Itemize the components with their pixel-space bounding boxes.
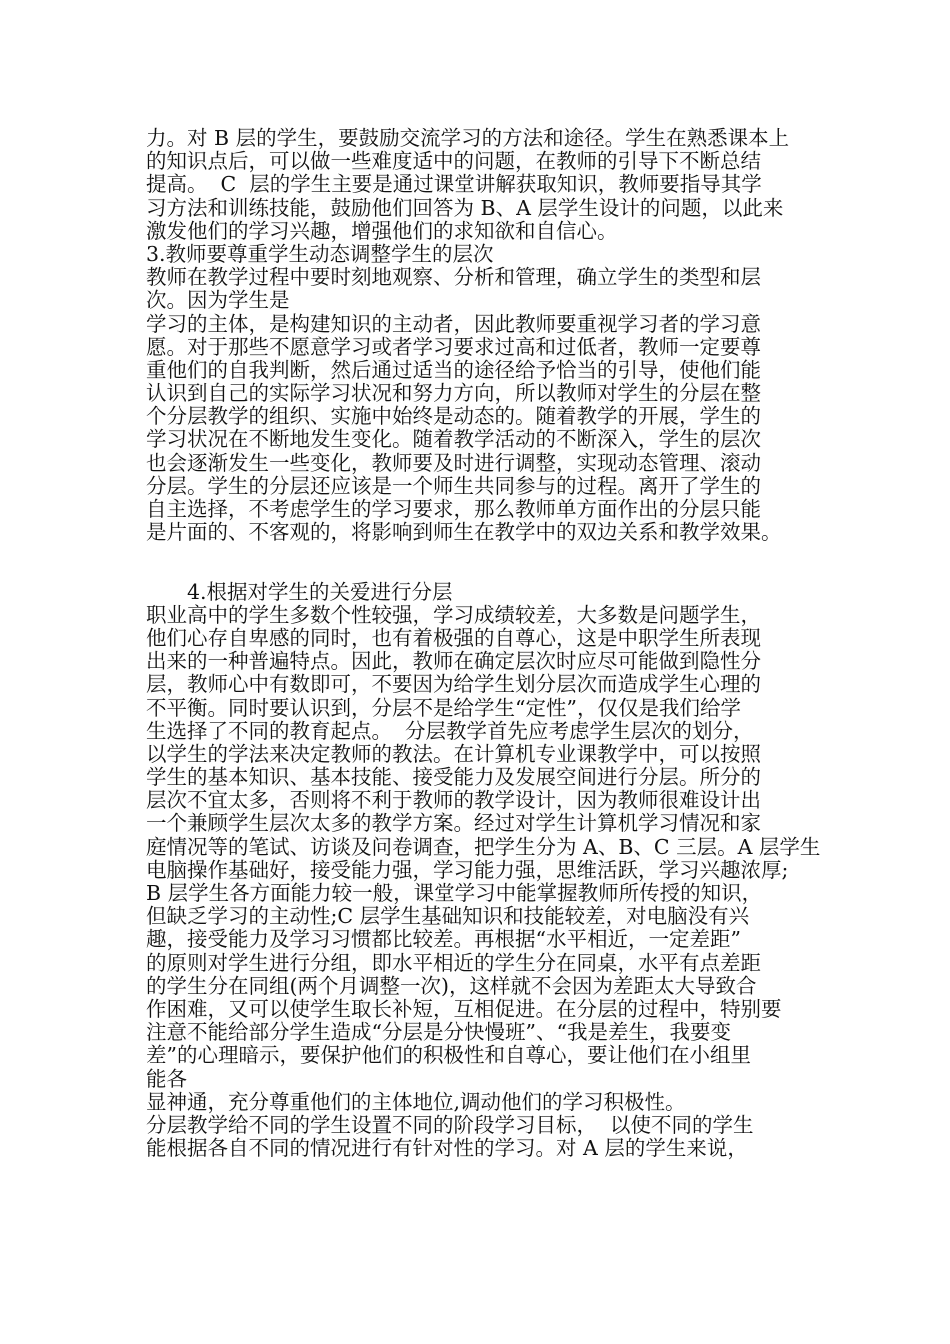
paragraph-care-layering: [146, 604, 826, 1091]
text-line: 注意不能给部分学生造成“分层是分快慢班”、“我是差生，我要变: [146, 1020, 731, 1045]
text-line: 电脑操作基础好，接受能力强，学习能力强，思维活跃，学习兴趣浓厚;: [146, 857, 789, 882]
text-line: 趣，接受能力及学习习惯都比较差。再根据“水平相近，一定差距”: [146, 927, 741, 952]
text-line: 的知识点后，可以做一些难度适中的问题，在教师的引导下不断总结: [146, 149, 761, 174]
text-line: 一个兼顾学生层次太多的教学方案。经过对学生计算机学习情况和家: [146, 811, 761, 836]
text-line: 习方法和训练技能，鼓励他们回答为 B、A 层学生设计的问题，以此来: [146, 195, 784, 220]
text-line: 激发他们的学习兴趣，增强他们的求知欲和自信心。: [146, 218, 618, 243]
paragraph-observe: [146, 266, 826, 312]
text-line: 个分层教学的组织、实施中始终是动态的。随着教学的开展，学生的: [146, 404, 761, 429]
document-body: [146, 127, 826, 1160]
text-line: 但缺乏学习的主动性;C 层学生基础知识和技能较差，对电脑没有兴: [146, 904, 750, 929]
text-line: 能各: [146, 1066, 187, 1091]
text-line: 层，教师心中有数即可，不要因为给学生划分层次而造成学生心理的: [146, 672, 761, 697]
text-line: 出来的一种普遍特点。因此，教师在确定层次时应尽可能做到隐性分: [146, 649, 761, 674]
text-line: 显神通，充分尊重他们的主体地位,调动他们的学习积极性。: [146, 1089, 686, 1114]
text-line: 认识到自己的实际学习状况和努力方向，所以教师对学生的分层在整: [146, 381, 761, 406]
text-line: 的原则对学生进行分组，即水平相近的学生分在同桌，水平有点差距: [146, 950, 761, 975]
text-line: 不平衡。同时要认识到，分层不是给学生“定性”，仅仅是我们给学: [146, 695, 741, 720]
text-line: 分层。学生的分层还应该是一个师生共同参与的过程。离开了学生的: [146, 473, 761, 498]
text-line: 也会逐渐发生一些变化，教师要及时进行调整，实现动态管理、滚动: [146, 450, 761, 475]
section-heading-3: [146, 243, 826, 266]
text-line: 他们心存自卑感的同时，也有着极强的自尊心，这是中职学生所表现: [146, 625, 761, 650]
text-line: 生选择了不同的教育起点。 分层教学首先应考虑学生层次的划分，: [146, 718, 754, 743]
section-heading-4: [146, 581, 826, 604]
text-line: 的学生分在同组(两个月调整一次)，这样就不会因为差距太大导致合: [146, 973, 757, 998]
text-line: 分层教学给不同的学生设置不同的阶段学习目标， 以使不同的学生: [146, 1112, 754, 1137]
text-line: 作困难，又可以使学生取长补短，互相促进。在分层的过程中，特别要: [146, 996, 782, 1021]
heading-text: 3.教师要尊重学生动态调整学生的层次: [146, 241, 494, 266]
text-line: 学生的基本知识、基本技能、接受能力及发展空间进行分层。所分的: [146, 765, 761, 790]
text-line: 庭情况等的笔试、访谈及问卷调查，把学生分为 A、B、C 三层。A 层学生: [146, 834, 821, 859]
text-line: 自主选择，不考虑学生的学习要求，那么教师单方面作出的分层只能: [146, 497, 761, 521]
text-line: 愿。对于那些不愿意学习或者学习要求过高和过低者，教师一定要尊: [146, 334, 761, 359]
text-line: 以学生的学法来决定教师的教法。在计算机专业课教学中，可以按照: [146, 741, 761, 766]
paragraph-learning-subject: [146, 313, 826, 545]
text-line: 差”的心理暗示，要保护他们的积极性和自尊心，要让他们在小组里: [146, 1043, 751, 1068]
text-line: B 层学生各方面能力较一般，课堂学习中能掌握教师所传授的知识，: [146, 881, 763, 905]
text-line: 提高。 C 层的学生主要是通过课堂讲解获取知识，教师要指导其学: [146, 172, 762, 197]
text-line: 学习的主体，是构建知识的主动者，因此教师要重视学习者的学习意: [146, 311, 761, 336]
text-line: 层次不宜太多，否则将不利于教师的教学设计，因为教师很难设计出: [146, 788, 761, 813]
paragraph-b-c-layers: [146, 127, 826, 243]
text-line: 能根据各自不同的情况进行有针对性的学习。对 A 层的学生来说，: [146, 1136, 748, 1161]
text-line: 次。因为学生是: [146, 288, 290, 313]
text-line: 重他们的自我判断，然后通过适当的途径给予恰当的引导，使他们能: [146, 357, 761, 382]
text-line: 学习状况在不断地发生变化。随着教学活动的不断深入，学生的层次: [146, 427, 761, 452]
heading-text: 4.根据对学生的关爱进行分层: [187, 579, 453, 604]
paragraph-stage-goals: [146, 1114, 826, 1160]
text-line: 是片面的、不客观的，将影响到师生在教学中的双边关系和教学效果。: [146, 520, 782, 545]
text-line: 力。对 B 层的学生，要鼓励交流学习的方法和途径。学生在熟悉课本上: [146, 126, 790, 150]
text-line: 职业高中的学生多数个性较强，学习成绩较差，大多数是问题学生，: [146, 602, 761, 627]
paragraph-show-talents: [146, 1091, 826, 1114]
text-line: 教师在教学过程中要时刻地观察、分析和管理，确立学生的类型和层: [146, 265, 761, 290]
blank-line: [146, 544, 826, 567]
